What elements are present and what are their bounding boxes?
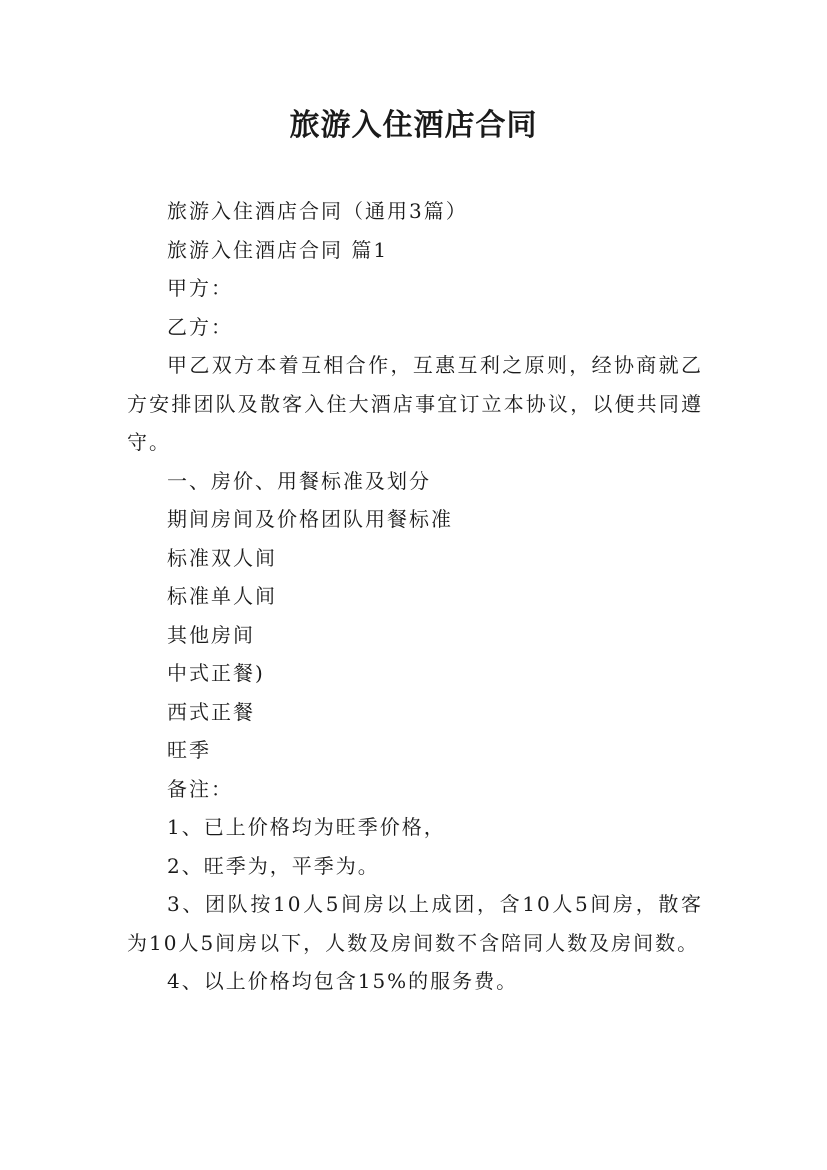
paragraph-standard-single: 标准单人间 [167, 584, 277, 608]
paragraph-party-b: 乙方： [167, 314, 233, 339]
paragraph-section-heading: 旅游入住酒店合同 篇1 [167, 237, 389, 262]
paragraph-note-1: 1、已上价格均为旺季价格， [167, 815, 446, 839]
paragraph-note-3: 3、团队按10人5间房以上成团，含10人5间房，散客为10人5间房以下，人数及房间数不含陪同人数及房间数。 [127, 892, 703, 955]
paragraph-standard-double: 标准双人间 [167, 545, 277, 570]
paragraph-western-meal: 西式正餐 [167, 699, 255, 724]
paragraph-intro-title: 旅游入住酒店合同（通用3篇） [167, 199, 468, 223]
paragraph-note-2: 2、旺季为，平季为。 [167, 853, 380, 878]
paragraph-peak-season: 旺季 [167, 738, 211, 762]
document-body [127, 192, 703, 1001]
paragraph-note-4: 4、以上价格均包含15%的服务费。 [167, 969, 519, 993]
paragraph-room-meal-standard: 期间房间及价格团队用餐标准 [167, 507, 453, 531]
paragraph-other-rooms: 其他房间 [167, 622, 255, 647]
paragraph-agreement-preamble: 甲乙双方本着互相合作，互惠互利之原则，经协商就乙方安排团队及散客入住大酒店事宜订立本协议，以便共同遵守。 [127, 353, 703, 454]
paragraph-chinese-meal: 中式正餐) [167, 661, 265, 685]
paragraph-clause-one-heading: 一、房价、用餐标准及划分 [167, 468, 431, 493]
document-title: 旅游入住酒店合同 [289, 108, 538, 143]
paragraph-party-a: 甲方： [167, 276, 233, 300]
paragraph-notes-heading: 备注： [167, 776, 233, 801]
